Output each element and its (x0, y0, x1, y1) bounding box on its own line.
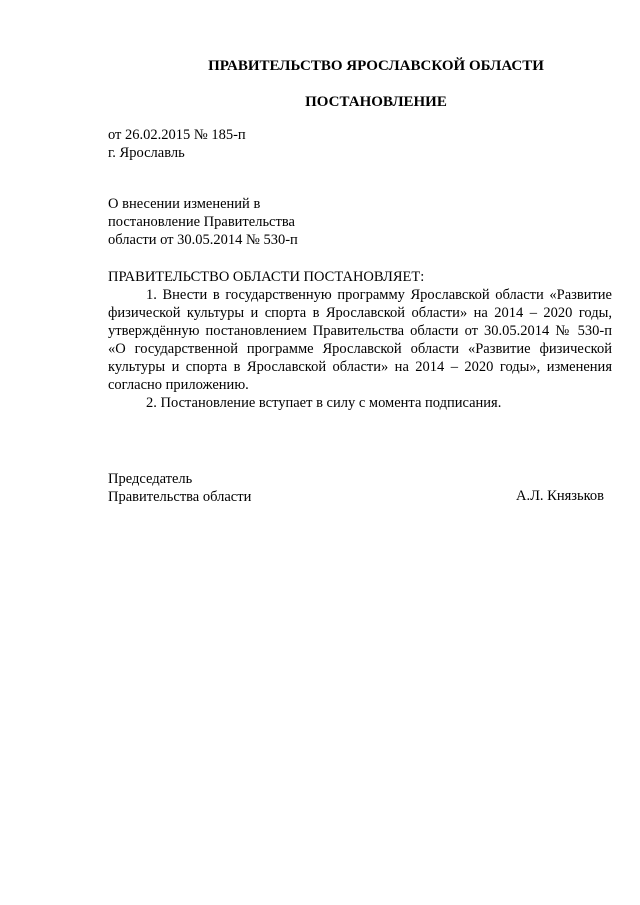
signatory-position-line-2: Правительства области (108, 489, 252, 505)
subject-line-3: области от 30.05.2014 № 530-п (108, 232, 298, 248)
document-type-heading: ПОСТАНОВЛЕНИЕ (305, 94, 447, 110)
government-heading: ПРАВИТЕЛЬСТВО ЯРОСЛАВСКОЙ ОБЛАСТИ (208, 58, 544, 74)
resolution-item-1: 1. Внести в государственную программу Ярославской области «Развитие физической культуры и спорта в Ярославской области» на 2014 – 2020 годы, утверждённую постановлением Правительства области от 30.05.2014 № 530-п «О государственной программе Ярославской области «Развитие физической культуры и спорта в Ярославской области» на 2014 – 2020 годы», изменения согласно приложению. (108, 287, 612, 393)
resolution-item-2: 2. Постановление вступает в силу с момента подписания. (146, 395, 502, 411)
date-number: от 26.02.2015 № 185-п (108, 127, 246, 143)
signatory-position-line-1: Председатель (108, 471, 193, 487)
resolution-body (108, 268, 612, 412)
subject-line-2: постановление Правительства (108, 214, 295, 230)
city: г. Ярославль (108, 145, 185, 161)
subject-line-1: О внесении изменений в (108, 196, 261, 212)
resolution-preamble: ПРАВИТЕЛЬСТВО ОБЛАСТИ ПОСТАНОВЛЯЕТ: (108, 269, 425, 285)
signatory-name: А.Л. Князьков (515, 488, 604, 504)
